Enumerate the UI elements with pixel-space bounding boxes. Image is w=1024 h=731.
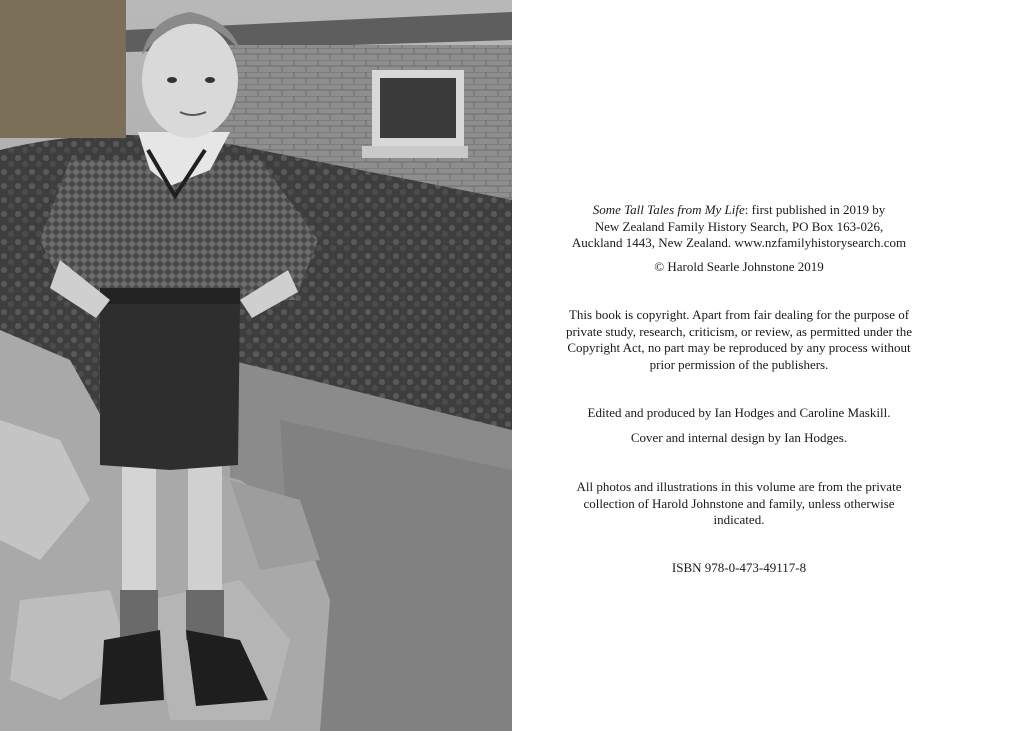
editors-credit: Edited and produced by Ian Hodges and Caroline Maskill. [587,405,891,420]
tan-corner-block [0,0,126,138]
copyright-notice [540,307,938,373]
copyright-notice-line: This book is copyright. Apart from fair dealing for the purpose of [568,307,910,322]
photos-credit [540,479,938,529]
copyright-notice-line: Copyright Act, no part may be reproduced by any process without [567,340,911,355]
book-title: Some Tall Tales from My Life [592,202,745,217]
design-credit: Cover and internal design by Ian Hodges. [630,430,848,445]
publication-line-1: : first published in 2019 by [744,202,886,217]
copyright-line: © Harold Searle Johnstone 2019 [654,259,824,274]
imprint-page [540,0,938,731]
publication-line-3: Auckland 1443, New Zealand. www.nzfamilyhistorysearch.com [571,235,907,250]
publication-line-2: New Zealand Family History Search, PO Box 163-026, [594,218,884,234]
photos-credit-line: collection of Harold Johnstone and family, unless otherwise [583,495,895,511]
photos-credit-line: indicated. [713,512,765,527]
copyright-notice-line: prior permission of the publishers. [649,356,829,372]
publication-info [540,202,938,252]
copyright-notice-line: private study, research, criticism, or review, as permitted under the [566,323,912,339]
isbn: ISBN 978-0-473-49117-8 [671,560,807,575]
photos-credit-line: All photos and illustrations in this volume are from the private [576,479,902,494]
